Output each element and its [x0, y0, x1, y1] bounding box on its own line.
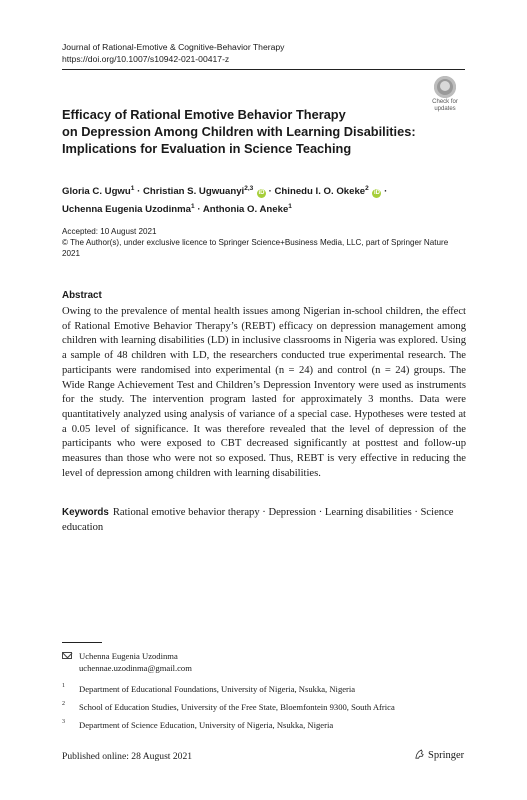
publication-dates [62, 227, 465, 260]
author-name[interactable]: Anthonia O. Aneke [202, 204, 289, 216]
author-name[interactable]: Chinedu I. O. Okeke [274, 186, 366, 198]
orcid-icon[interactable]: iD [258, 190, 265, 197]
copyright-year: 2021 [62, 248, 81, 258]
author-list: Gloria C. Ugwu$^1$ · Christian S. Ugwuanyi$^{2,3}$ iD · Chinedu I. O. Okeke$^2$ iD · Uchenna Eugenia Uzodinma$^1$ · Anthonia O. Aneke$^1$ [62, 185, 388, 216]
published-online: Published online: 28 August 2021 [62, 751, 193, 762]
keywords [62, 506, 466, 535]
author-name[interactable]: Christian S. Ugwuanyi [142, 186, 245, 198]
envelope-icon [62, 652, 72, 659]
check-updates-icon [434, 76, 456, 98]
header-rule [62, 69, 465, 70]
article-title: Efficacy of Rational Emotive Behavior Therapy on Depression Among Children with Learning Disabilities: Implications for Evaluation in Science Teaching [62, 107, 416, 156]
abstract-heading: Abstract [62, 290, 102, 301]
corresponding-email[interactable]: uchennae.uzodinma@gmail.com [79, 663, 192, 673]
footnote-rule [62, 642, 102, 643]
affiliation-number: 3 [62, 719, 65, 725]
orcid-icon[interactable]: iD [373, 190, 380, 197]
corresponding-author: Uchenna Eugenia Uzodinma [79, 651, 178, 661]
journal-doi[interactable]: https://doi.org/10.1007/s10942-021-00417-z [62, 53, 230, 64]
affiliation-number: 1 [62, 683, 65, 689]
accepted-date: Accepted: 10 August 2021 [62, 227, 157, 236]
journal-header [62, 42, 442, 65]
publisher-name: Springer [428, 750, 465, 761]
copyright-line: © The Author(s), under exclusive licence to Springer Science+Business Media, LLC, part of Springer Nature [62, 237, 449, 247]
keywords-label: Keywords [62, 507, 109, 518]
springer-logo [414, 749, 464, 761]
affiliation-text: School of Education Studies, University of the Free State, Bloemfontein 9300, South Africa [79, 702, 395, 712]
journal-name: Journal of Rational-Emotive & Cognitive-Behavior Therapy [62, 42, 285, 52]
badge-label: Check for updates [432, 99, 458, 112]
springer-horse-icon [414, 749, 425, 760]
abstract-text: Owing to the prevalence of mental health issues among Nigerian in-school children, the effect of Rational Emotive Behavior Therapy’s (REBT) efficacy on depression management among children with learning disabilities (LD) in inclusive classrooms in Nigeria was explored. Using a sample of 48 children with LD, the researchers conducted true experimental research. The participants were randomised into experimental (n = 24) and control (n = 24) groups. The Wide Range Achievement Test and Children’s Depression Inventory were used as instruments for the study. The intervention program lasted for approximately 3 months. Data were quantitatively analyzed using analysis of variance of a special case. Hypotheses were tested at a 0.05 level of significance. It was therefore revealed that the level of depression of the participants who were exposed to CBT decreased significantly at posttest and follow-up measures than those who were not so exposed. Thus, REBT is very effective in reducing the level of depression among children with learning disabilities. [62, 306, 466, 479]
keywords-text: Rational emotive behavior therapy · Depression · Learning disabilities · Science education [62, 507, 454, 533]
affiliation-text: Department of Science Education, University of Nigeria, Nsukka, Nigeria [79, 720, 334, 730]
affiliation-text: Department of Educational Foundations, University of Nigeria, Nsukka, Nigeria [79, 684, 356, 694]
author-name[interactable]: Uchenna Eugenia Uzodinma [62, 204, 192, 216]
author-name[interactable]: Gloria C. Ugwu [62, 186, 131, 198]
affiliation-number: 2 [62, 701, 65, 707]
